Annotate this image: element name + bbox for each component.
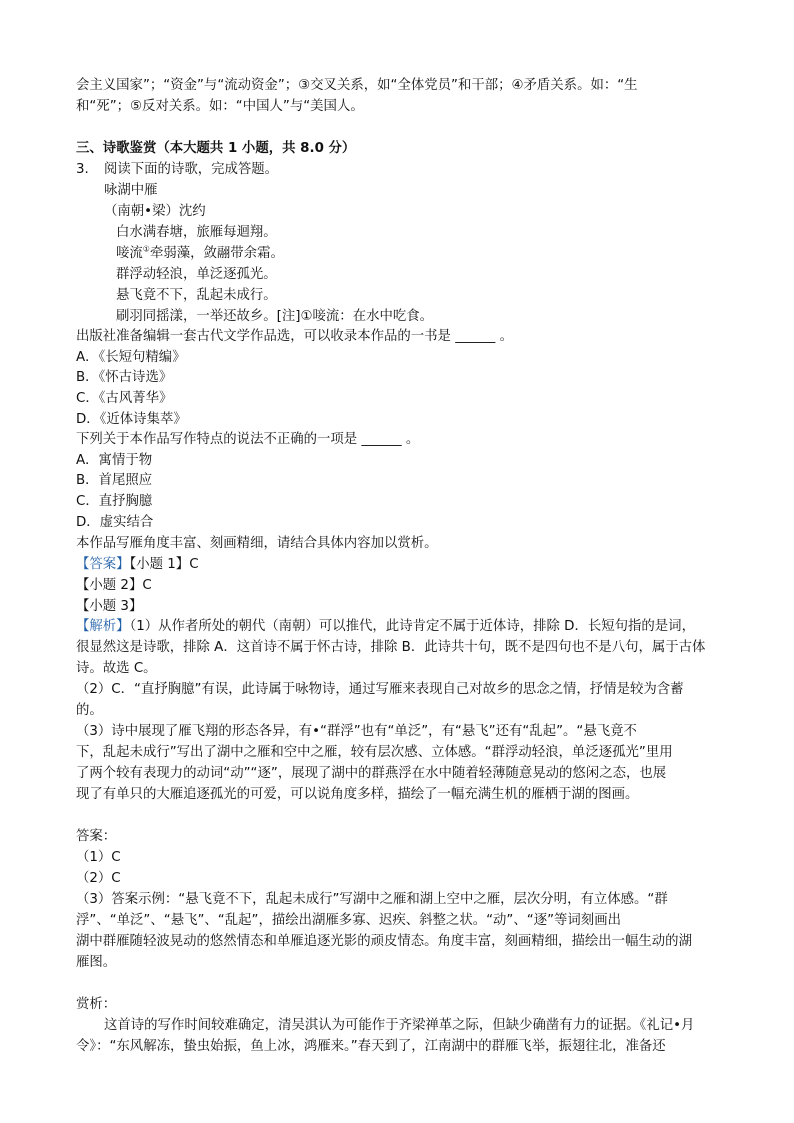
poem-line: [116, 244, 284, 264]
answer-line: 雁图。: [76, 955, 117, 970]
analysis-line: [76, 617, 695, 637]
analysis-tag: 【解析】: [76, 619, 130, 634]
sub-question-1: 出版社准备编辑一套古代文学作品选，可以收录本作品的一书是 ______ 。: [76, 329, 514, 344]
option: C．《古风菁华》: [76, 391, 173, 406]
poem-title: 咏湖中雁: [104, 183, 158, 198]
poem-line-part: 唼流: [116, 246, 143, 261]
option: C．直抒胸臆: [76, 494, 153, 509]
option: A．寓情于物: [76, 453, 153, 468]
poem-line: 刷羽同摇漾，一举还故乡。[注]①唼流：在水中吃食。: [116, 309, 434, 324]
poem-author: （南朝•梁）沈约: [104, 204, 206, 219]
appreciation-heading: 赏析：: [76, 997, 117, 1012]
text-line: 会主义国家”；“资金”与“流动资金”；③交叉关系，如“全体党员”和干部；④矛盾关系。如：“生: [76, 78, 638, 93]
option: B．《怀古诗选》: [76, 370, 173, 385]
sub-question-3: 本作品写雁角度丰富、刻画精细，请结合具体内容加以赏析。: [76, 536, 438, 551]
analysis-line: 诗。故选 C。: [76, 661, 157, 676]
poem-line: 群浮动轻浪，单泛逐孤光。: [116, 267, 277, 282]
answer-line: 【小题 3】: [76, 599, 143, 614]
answer-text: 【小题 1】C: [129, 557, 199, 572]
appreciation-line: 这首诗的写作时间较难确定，清吴淇认为可能作于齐梁禅革之际，但缺少确凿有力的证据。《礼记•月: [104, 1018, 695, 1033]
option: A．《长短句精编》: [76, 350, 186, 365]
option: D．《近体诗集萃》: [76, 412, 187, 427]
text-line: 和“死”；⑤反对关系。如：“中国人”与“美国人。: [76, 99, 364, 114]
answer-line: 【小题 2】C: [76, 578, 152, 593]
option: D．虚实结合: [76, 515, 154, 530]
analysis-text: （1）从作者所处的朝代（南朝）可以推代，此诗肯定不属于近体诗，排除 D．长短句指的是词，: [129, 619, 695, 634]
analysis-line: （2）C．“直抒胸臆”有误，此诗属于咏物诗，通过写雁来表现自己对故乡的思念之情，抒情是较为含蓄: [76, 682, 684, 697]
answer-line: （2）C: [76, 871, 121, 886]
analysis-line: 现了有单只的大雁追逐孤光的可爱，可以说角度多样，描绘了一幅充满生机的雁栖于湖的图画。: [76, 787, 639, 802]
analysis-line: （3）诗中展现了雁飞翔的形态各异，有•“群浮”也有“单泛”，有“悬飞”还有“乱起”。“悬飞竟不: [76, 724, 637, 739]
analysis-line: 了两个较有表现力的动词“动”“逐”，展现了湖中的群燕浮在水中随着轻薄随意晃动的悠闲之态，也展: [76, 766, 667, 781]
analysis-line: 很显然这是诗歌，排除 A．这首诗不属于怀古诗，排除 B．此诗共十句，既不是四句也不是八句，属于古体: [76, 640, 706, 655]
poem-line: 悬飞竟不下，乱起未成行。: [116, 288, 277, 303]
analysis-line: 的。: [76, 703, 103, 718]
answer-tag: 【答案】: [76, 557, 130, 572]
answer-line: （3）答案示例：“悬飞竟不下，乱起未成行”写湖中之雁和湖上空中之雁，层次分明，有立体感。“群: [76, 892, 668, 907]
answer-line: 湖中群雁随轻波晃动的悠然情态和单雁追逐光影的顽皮情态。角度丰富，刻画精细，描绘出一幅生动的湖: [76, 934, 692, 949]
answer-line: 浮”、“单泛”、“悬飞”、“乱起”，描绘出湖雁多寡、迟疾、斜整之状。“动”、“逐”等词刻画出: [76, 913, 621, 928]
answer-line: [76, 555, 199, 575]
analysis-line: 下，乱起未成行”写出了湖中之雁和空中之雁，较有层次感、立体感。“群浮动轻浪，单泛逐孤光”里用: [76, 745, 673, 760]
answer-heading: 答案：: [76, 829, 117, 844]
question-number: 3.: [76, 162, 89, 177]
footnote-marker: ①: [142, 244, 150, 254]
appreciation-line: 令》：“东风解冻，蛰虫始振，鱼上冰，鸿雁来。”春天到了，江南湖中的群雁飞举，振翅往北，准备还: [76, 1039, 666, 1054]
section-title: 三、诗歌鉴赏（本大题共 1 小题，共 8.0 分）: [76, 141, 356, 156]
poem-line: 白水满春塘，旅雁每迴翔。: [116, 225, 277, 240]
question-text: 阅读下面的诗歌，完成答题。: [104, 162, 279, 177]
answer-line: （1）C: [76, 850, 121, 865]
poem-line-part: 牵弱藻，敛翮带余霜。: [149, 246, 284, 261]
option: B．首尾照应: [76, 473, 153, 488]
sub-question-2: 下列关于本作品写作特点的说法不正确的一项是 ______ 。: [76, 432, 420, 447]
